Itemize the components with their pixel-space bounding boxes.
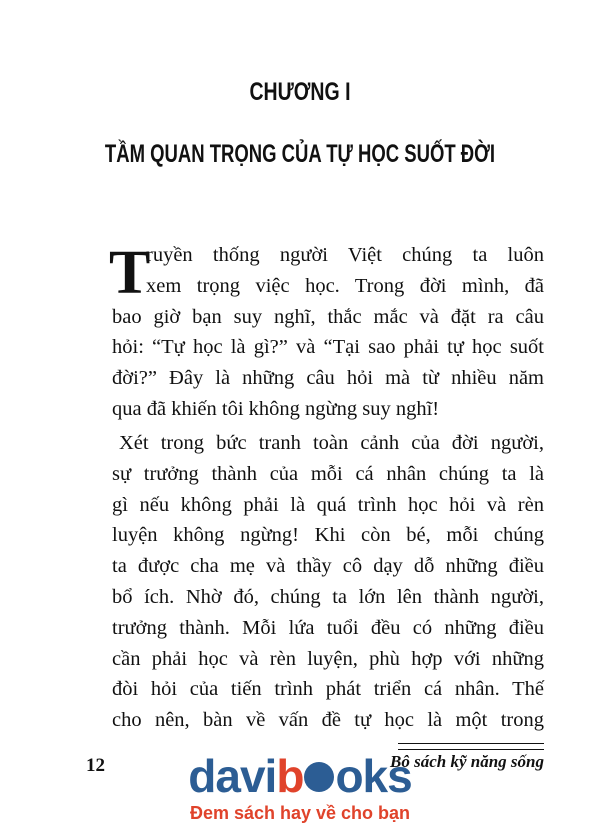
paragraph-line: đòi hỏi của tiến trình phát triển cá nhân. Thế <box>112 678 544 701</box>
paragraph-2 <box>112 428 544 736</box>
paragraph-line: cần phải học và rèn luyện, phù hợp với những <box>112 647 544 670</box>
paragraph-line: ta được cha mẹ và thầy cô dạy dỗ những điều <box>112 555 544 578</box>
paragraph-line: bổ ích. Nhờ đó, chúng ta lớn lên thành người, <box>112 585 544 608</box>
page-number: 12 <box>86 755 105 776</box>
paragraph-line: sự trưởng thành của mỗi cá nhân chúng ta là <box>112 462 544 485</box>
paragraph-line: trưởng thành. Mỗi lứa tuổi đều có những điều <box>112 616 544 639</box>
watermark-slogan: Đem sách hay về cho bạn <box>189 803 411 823</box>
logo-text-part2: b <box>276 750 304 802</box>
watermark-logo <box>0 748 600 804</box>
paragraph-line: đời?” Đây là những câu hỏi mà từ nhiều năm <box>112 367 544 390</box>
paragraph-line: luyện không ngừng! Khi còn bé, mỗi chúng <box>112 524 544 547</box>
paragraph-line: bao giờ bạn suy nghĩ, thắc mắc và đặt ra câu <box>112 305 544 328</box>
drop-cap: T <box>109 239 151 307</box>
logo-dot-icon <box>304 762 334 792</box>
paragraph-line: qua đã khiến tôi không ngừng suy nghĩ! <box>112 397 440 420</box>
footer-rule-top <box>398 743 544 744</box>
logo-text-part3: oks <box>335 750 412 802</box>
paragraph-line: cho nên, bàn về vấn đề tự học là một trong <box>112 709 544 732</box>
chapter-heading: CHƯƠNG I <box>249 78 351 106</box>
logo-text-part1: davi <box>188 750 277 802</box>
paragraph-line: xem trọng việc học. Trong đời mình, đã <box>146 274 544 297</box>
paragraph-1 <box>109 239 544 425</box>
series-name: Bộ sách kỹ năng sống <box>390 752 544 771</box>
paragraph-line: ruyền thống người Việt chúng ta luôn <box>146 244 544 266</box>
paragraph-line: gì nếu không phải là quá trình học hỏi và rèn <box>112 493 544 516</box>
chapter-title: TẦM QUAN TRỌNG CỦA TỰ HỌC SUỐT ĐỜI <box>104 140 496 168</box>
paragraph-line: Xét trong bức tranh toàn cảnh của đời người, <box>119 432 544 454</box>
paragraph-line: hỏi: “Tự học là gì?” và “Tại sao phải tự học suốt <box>112 336 544 359</box>
